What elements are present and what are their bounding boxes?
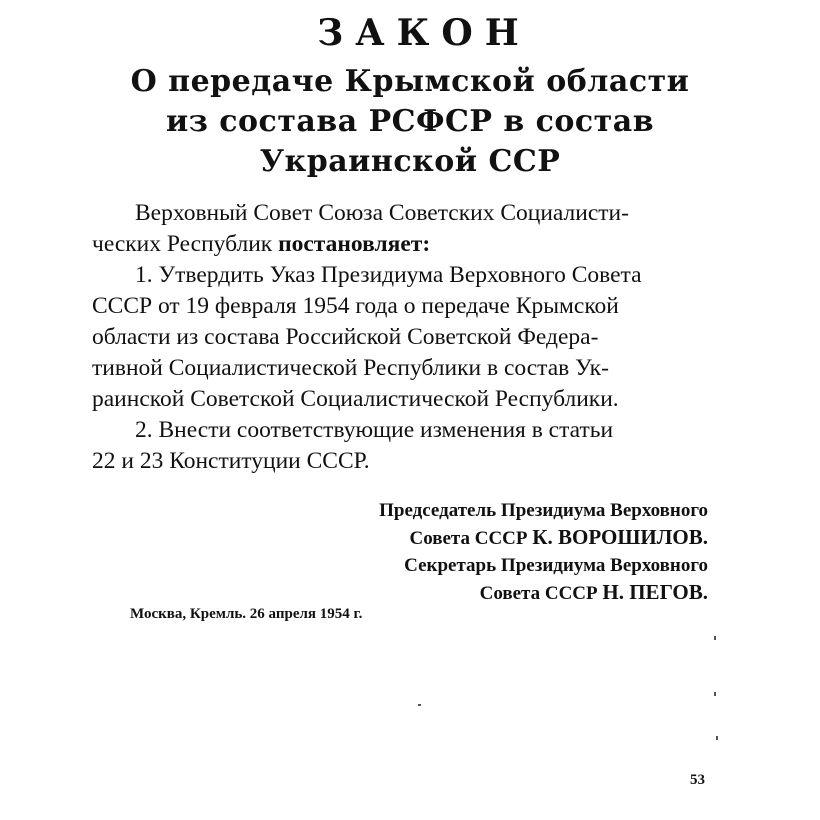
clause-1-line-2: СССР от 19 февраля 1954 года о передаче Крымской [92,293,619,319]
scan-speck [714,692,716,696]
preamble-paragraph [92,198,728,260]
signature-chairman-title: Председатель Президиума Верховного [379,500,708,521]
signature-secretary-council: Совета СССР [479,583,603,604]
clause-1-line-3: области из состава Российской Советской Федера- [92,324,599,350]
preamble-line-2-text: ческих Республик [92,231,279,257]
law-title-line-1: О передаче Крымской области [130,64,690,99]
signature-chairman-line-2 [379,524,708,552]
law-heading: ЗАКОН [317,12,531,54]
preamble-line-2 [92,229,728,260]
clause-1-line-1: 1. Утвердить Указ Президиума Верховного Совета [135,262,642,288]
clause-2-line-2: 22 и 23 Конституции СССР. [92,448,370,474]
signature-chairman-council: Совета СССР [409,528,533,549]
signature-chairman [379,497,708,552]
law-title-line-3: Украинской ССР [259,144,561,179]
signature-secretary-name: Н. ПЕГОВ. [602,580,708,604]
signature-secretary-title: Секретарь Президиума Верховного [404,555,708,576]
decree-verb: постановляет: [278,231,431,257]
place-and-date: Москва, Кремль. 26 апреля 1954 г. [130,606,363,622]
clause-1-line-4: тивной Социалистической Республики в состав Ук- [92,355,609,381]
clause-1 [92,260,728,415]
scan-speck [714,636,716,640]
signature-chairman-name: К. ВОРОШИЛОВ. [532,525,708,549]
law-title-line-2: из состава РСФСР в состав [165,104,655,139]
page-number: 53 [690,772,705,788]
scan-speck [418,704,421,706]
clause-2-line-1: 2. Внести соответствующие изменения в статьи [135,417,614,443]
signature-secretary-line-2 [404,579,708,607]
scan-speck [716,736,718,740]
clause-2 [92,415,728,477]
signature-secretary [404,552,708,607]
clause-1-line-5: раинской Советской Социалистической Республики. [92,386,619,412]
preamble-line-1: Верховный Совет Союза Советских Социалисти- [135,200,629,226]
